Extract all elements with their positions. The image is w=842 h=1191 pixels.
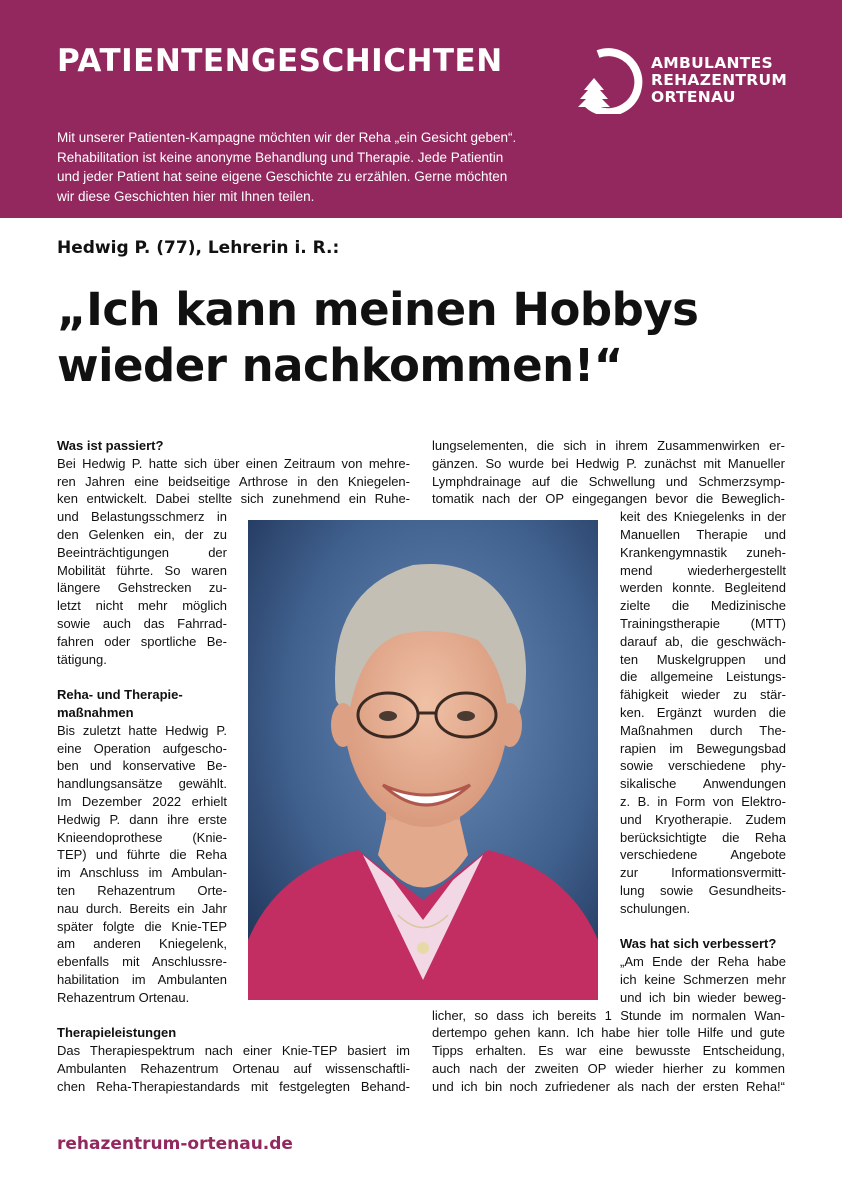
text-line: ren Jahren eine beidseitige Arthrose in den Kniegelen- [57,473,410,489]
text-line: schulungen. [620,900,691,916]
text-line: ebenfalls mit Anschlussre- [57,954,227,970]
text-line: und Kryotherapie. Zudem [620,811,786,827]
text-line: lung sowie Gesundheits- [620,883,786,898]
section-heading: Reha- und Therapie- [57,687,183,703]
text-line: mend wiederhergestellt [620,562,786,578]
text-line: ben und konservative Be- [57,758,227,774]
text-line: licher, so dass ich bereits 1 Stunde im normalen Wan- [432,1007,785,1023]
logo-line: REHAZENTRUM [651,71,788,89]
text-line: „Am Ende der Reha habe [620,954,786,970]
text-line: Tipps erhalten. Es war eine bewusste Entscheidung, [432,1043,785,1059]
text-line: Hedwig P. dann ihre erste [57,811,227,827]
logo-line: AMBULANTES [651,54,773,72]
text-line: z. B. in Form von Elektro- [620,794,786,809]
text-line: auch nach der zweiten OP wieder hierher zu kommen [432,1061,785,1076]
text-line: Lymphdrainage auf die Schwellung und Schmerzsymp- [432,473,785,489]
text-line: fähigkeit wieder zu stär- [620,687,786,703]
text-line: Im Dezember 2022 erhielt [57,794,227,809]
text-line: tomatik nach der OP eingegangen bevor die Beweglich- [432,491,785,507]
text-line: rapien im Bewegungsbad [620,740,786,756]
text-line: die allgemeine Leistungs- [620,669,786,685]
text-line: Rehazentrum Ortenau. [57,989,190,1005]
text-line: zur Informationsvermitt- [620,865,786,881]
text-line: gänzen. So wurde bei Hedwig P. zunächst mit Manueller [432,455,785,471]
intro-line: und jeder Patient hat seine eigene Geschichte zu erzählen. Gerne möchten [57,169,508,184]
text-line: Maßnahmen durch The- [620,722,786,738]
headline-line: wieder nachkommen!“ [57,339,623,392]
text-line: ten Muskelgruppen und [620,651,786,667]
page-title: PATIENTENGESCHICHTEN [57,43,503,79]
text-line: lungselementen, die sich in ihrem Zusammenwirken er- [432,438,785,453]
text-line: am anderen Kniegelenk, [57,936,227,952]
text-line: Manuellen Therapie und [620,527,786,542]
text-line: keit des Kniegelenks in der [620,509,786,525]
section-heading: Therapieleistungen [57,1025,177,1041]
text-line: fahren oder sportliche Be- [57,633,227,649]
header-banner [0,0,842,218]
headline [57,282,698,394]
text-line: zielte die Medizinische [620,598,786,614]
section-heading: Was ist passiert? [57,438,164,453]
intro-line: Mit unserer Patienten-Kampagne möchten wir der Reha „ein Gesicht geben“. [57,130,517,145]
text-line: und Belastungsschmerz in [57,509,227,525]
text-line: eine Operation aufgescho- [57,740,227,756]
text-line: Das Therapiespektrum nach einer Knie-TEP basiert im [57,1043,410,1059]
website-link[interactable]: rehazentrum-ortenau.de [57,1134,293,1154]
text-line: ten Rehazentrum Orte- [57,883,227,898]
text-line: habilitation im Ambulanten [57,972,227,987]
intro-line: Rehabilitation ist keine anonyme Behandlung und Therapie. Jede Patientin [57,149,504,165]
text-line: Knieendoprothese (Knie- [57,829,227,845]
text-line: sikalische Anwendungen [620,776,786,792]
text-line: sowie verschiedene phy- [620,758,786,774]
logo-icon [574,44,644,114]
text-line: dertempo gehen kann. Ich habe hier tolle Hilfe und gute [432,1025,785,1041]
text-line: Bei Hedwig P. hatte sich über einen Zeitraum von mehre- [57,455,410,471]
section-heading: Was hat sich verbessert? [620,936,777,952]
logo-text [651,55,787,106]
text-line: im Anschluss im Ambulan- [57,865,227,881]
text-line: Krankengymnastik zuneh- [620,544,786,560]
text-line: Mobilität führte. So waren [57,562,227,578]
text-line: und ich bin noch zufriedener als nach der ersten Reha!“ [432,1078,785,1094]
text-line: Ambulanten Rehazentrum Ortenau auf wissenschaftli- [57,1061,410,1076]
text-line: TEP) und führte die Reha [57,847,227,863]
text-line: ken entwickelt. Dabei stellte sich zunehmend ein Ruhe- [57,491,410,507]
logo-line: ORTENAU [651,88,736,106]
text-line: den Gelenken ein, der zu [57,527,227,542]
text-line: Bis zuletzt hatte Hedwig P. [57,722,227,738]
text-line: ich keine Schmerzen mehr [620,972,786,987]
section-heading: maßnahmen [57,705,134,720]
text-line: verschiedene Angebote [620,847,786,863]
text-line: werden konnte. Begleitend [620,580,786,596]
text-line: handlungsansätze gewählt. [57,776,227,792]
patient-portrait-image [248,520,598,1000]
text-line: später folgte die Knie-TEP [57,918,227,934]
text-line: berücksichtigte die Reha [620,829,786,845]
text-line: chen Reha-Therapiestandards mit festgelegten Behand- [57,1078,410,1094]
text-line: und ich bin wieder beweg- [620,989,786,1005]
person-label: Hedwig P. (77), Lehrerin i. R.: [57,238,340,258]
text-line: Trainingstherapie (MTT) [620,616,786,631]
intro-line: wir diese Geschichten hier mit Ihnen teilen. [57,188,315,204]
text-line: sowie auch das Fahrrad- [57,616,227,631]
text-line: darauf ab, die geschwäch- [620,633,786,649]
headline-line: „Ich kann meinen Hobbys [57,283,699,336]
text-line: letzt nicht mehr möglich [57,598,227,614]
text-line: Beeinträchtigungen der [57,544,227,560]
text-line: tätigung. [57,651,107,667]
text-line: nau durch. Bereits ein Jahr [57,900,227,916]
intro-text [57,128,557,206]
text-line: ken. Ergänzt wurden die [620,705,786,720]
text-line: längere Gehstrecken zu- [57,580,227,596]
